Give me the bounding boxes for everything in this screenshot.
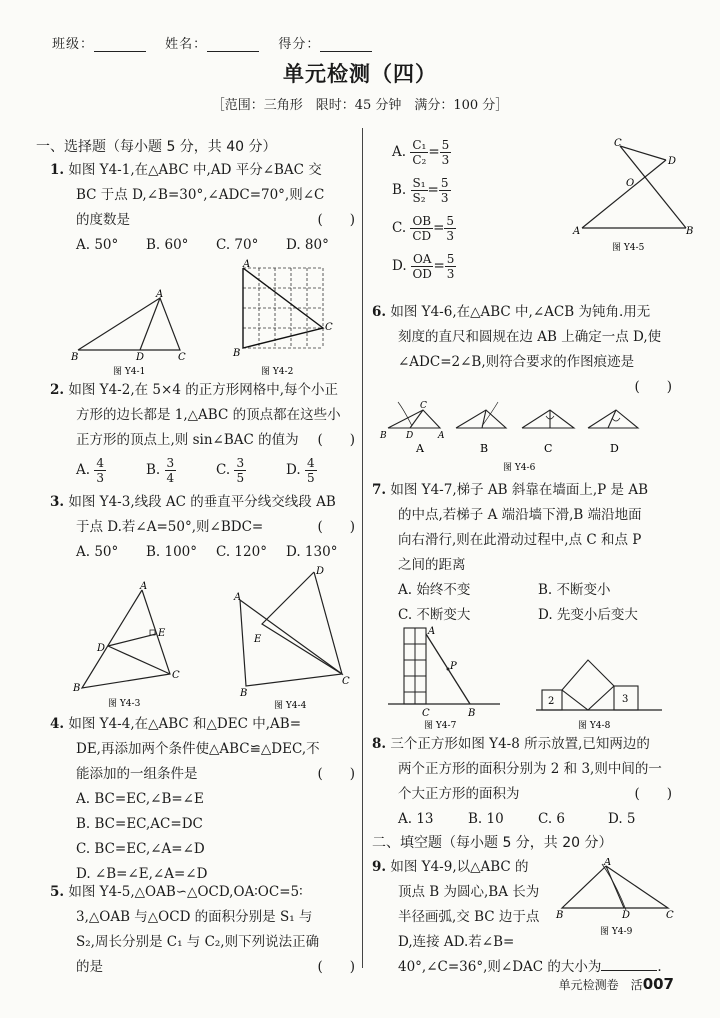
q3-line-2: 于点 D.若∠A=50°,则∠BDC= <box>76 519 264 535</box>
q4-option-c[interactable]: C. BC=EC,∠A=∠D <box>76 841 205 857</box>
q2-b-den: 4 <box>166 471 175 485</box>
q5-line-2: 3,△OAB 与△OCD 的面积分别是 S₁ 与 <box>76 909 313 925</box>
q2-d-frac <box>305 456 317 485</box>
fig6-choice-c[interactable]: C <box>544 442 553 455</box>
q7-option-d[interactable]: D. 先变小后变大 <box>538 607 638 623</box>
fig6-label-d: D <box>406 431 414 441</box>
figure-y4-4 <box>226 562 351 710</box>
q2-d-key: D. <box>286 462 301 478</box>
q5-d-den: OD <box>412 267 432 281</box>
q7-option-a[interactable]: A. 始终不变 <box>398 582 471 598</box>
question-5 <box>50 880 355 980</box>
q9-answer-blank[interactable] <box>601 958 657 971</box>
page-number: 007 <box>642 975 674 993</box>
q7-line-3: 向右滑行,则在此滑动过程中,点 C 和点 P <box>398 532 642 548</box>
q8-option-d[interactable]: D. 5 <box>608 811 636 827</box>
fig7-label-p: P <box>450 661 457 672</box>
fig9-caption: 图 Y4-9 <box>600 927 633 937</box>
q2-line-3: 正方形的顶点上,则 sin∠BAC 的值为 <box>76 432 299 448</box>
q2-c-den: 5 <box>236 471 245 485</box>
q5-a-eq: = <box>428 144 440 160</box>
q3-line-1: 如图 Y4-3,线段 AC 的垂直平分线交线段 AB <box>68 494 336 510</box>
fig6-choice-d[interactable]: D <box>610 442 619 455</box>
figure-y4-7 <box>384 622 504 732</box>
fig6-choice-b[interactable]: B <box>480 442 489 455</box>
fig3-label-e: E <box>158 628 166 639</box>
fig4-label-b: B <box>240 688 248 699</box>
q5-option-c[interactable] <box>392 214 552 252</box>
q5-b-key: B. <box>392 182 407 198</box>
q5-b-frac-right <box>439 176 451 205</box>
q5-d-rnum: 5 <box>446 252 455 266</box>
fig7-label-b: B <box>468 708 476 719</box>
q5-a-frac-left <box>410 138 428 167</box>
q2-c-key: C. <box>216 462 231 478</box>
fig8-caption: 图 Y4-8 <box>578 721 611 731</box>
q5-number: 5. <box>50 884 65 900</box>
name-label: 姓名： <box>165 37 208 52</box>
fig5-label-b: B <box>686 226 694 237</box>
name-blank[interactable] <box>207 39 259 52</box>
fig3-label-d: D <box>97 643 106 654</box>
fig3-label-c: C <box>172 670 180 681</box>
fig4-label-e: E <box>254 634 262 645</box>
question-3 <box>50 490 355 565</box>
q5-d-frac-left <box>411 252 434 281</box>
q6-number: 6. <box>372 304 387 320</box>
q2-c-frac <box>234 456 246 485</box>
fig3-label-b: B <box>73 683 81 694</box>
q2-b-frac <box>165 456 177 485</box>
q5-a-frac-right <box>440 138 452 167</box>
q7-option-b[interactable]: B. 不断变小 <box>538 582 611 598</box>
q5-c-key: C. <box>392 220 407 236</box>
q5-b-frac-left <box>411 176 428 205</box>
q2-b-num: 3 <box>166 456 175 470</box>
q2-d-num: 4 <box>306 456 315 470</box>
fig6-choice-a[interactable]: A <box>416 442 424 455</box>
fig4-label-a: A <box>234 592 242 603</box>
fig7-caption: 图 Y4-7 <box>424 721 457 731</box>
header-fields <box>52 33 386 52</box>
q1-option-b[interactable]: B. 60° <box>146 237 189 253</box>
fig9-label-b: B <box>556 910 564 921</box>
q5-d-eq: = <box>433 258 445 274</box>
fig5-label-d: D <box>668 156 677 167</box>
q2-b-key: B. <box>146 462 161 478</box>
q4-option-a[interactable]: A. BC=EC,∠B=∠E <box>76 791 204 807</box>
q8-line-1: 三个正方形如图 Y4-8 所示放置,已知两边的 <box>390 736 650 752</box>
fig9-label-a: A <box>604 858 612 868</box>
figure-y4-1 <box>68 288 198 378</box>
q1-option-d[interactable]: D. 80° <box>286 237 329 253</box>
fig5-label-a: A <box>573 226 581 237</box>
q5-b-den: S₂ <box>412 191 426 205</box>
q1-answer-paren[interactable]: ( ) <box>317 212 355 228</box>
fig4-caption: 图 Y4-4 <box>274 701 307 710</box>
fig5-caption: 图 Y4-5 <box>612 243 645 253</box>
fig2-label-a: A <box>243 259 251 270</box>
score-label: 得分： <box>278 37 321 52</box>
fig5-label-c: C <box>614 138 622 149</box>
question-1 <box>50 158 355 258</box>
fig8-label-3: 3 <box>622 694 629 705</box>
q5-c-frac-left <box>410 214 433 243</box>
q7-line-4: 之间的距离 <box>398 557 466 573</box>
q2-a-num: 4 <box>96 456 104 470</box>
q5-option-d[interactable] <box>392 252 552 290</box>
q5-b-eq: = <box>427 182 439 198</box>
fig6-caption: 图 Y4-6 <box>503 463 536 473</box>
q4-option-b[interactable]: B. BC=EC,AC=DC <box>76 816 203 832</box>
q1-line-1: 如图 Y4-1,在△ABC 中,AD 平分∠BAC 交 <box>68 162 322 178</box>
q3-option-c[interactable]: C. 120° <box>216 544 267 560</box>
page-footer <box>559 975 674 993</box>
section-1-title: 一、选择题（每小题 5 分，共 40 分） <box>36 139 277 155</box>
q4-line-2: DE,再添加两个条件使△ABC≌△DEC,不 <box>76 741 320 757</box>
figure-y4-2 <box>225 258 345 378</box>
fig8-label-2: 2 <box>548 696 555 707</box>
q2-answer-paren[interactable]: ( ) <box>317 432 355 448</box>
figure-y4-3 <box>70 578 190 708</box>
q2-a-frac <box>94 456 106 485</box>
fig7-label-a: A <box>428 626 436 637</box>
q9-line-1: 如图 Y4-9,以△ABC 的 <box>390 859 529 875</box>
q5-line-3: S₂,周长分别是 C₁ 与 C₂,则下列说法正确 <box>76 934 320 950</box>
fig1-label-c: C <box>178 352 186 363</box>
class-label: 班级： <box>52 37 95 52</box>
question-4 <box>50 712 355 887</box>
q5-a-den: C₂ <box>412 153 427 167</box>
class-blank[interactable] <box>94 39 146 52</box>
fig1-caption: 图 Y4-1 <box>113 367 146 377</box>
fig9-label-d: D <box>622 910 631 921</box>
q5-c-frac-right <box>444 214 456 243</box>
q4-option-d[interactable]: D. ∠B=∠E,∠A=∠D <box>76 866 208 882</box>
question-8 <box>372 732 672 832</box>
q1-line-3: 的度数是 <box>76 212 130 228</box>
fig1-label-b: B <box>71 352 79 363</box>
q9-number: 9. <box>372 859 387 875</box>
q4-line-3: 能添加的一组条件是 <box>76 766 198 782</box>
q5-d-rden: 3 <box>446 267 455 281</box>
q7-line-1: 如图 Y4-7,梯子 AB 斜靠在墙面上,P 是 AB <box>390 482 649 498</box>
q3-number: 3. <box>50 494 65 510</box>
scope-line: ［范围：三角形 限时：45 分钟 满分：100 分］ <box>211 98 509 113</box>
q5-a-rnum: 5 <box>441 138 450 152</box>
fig5-label-o: O <box>626 178 635 189</box>
q5-b-rnum: 5 <box>440 176 449 190</box>
score-blank[interactable] <box>320 39 372 52</box>
q6-answer-paren[interactable]: ( ) <box>634 379 672 395</box>
q2-number: 2. <box>50 382 65 398</box>
q2-a-key: A. <box>76 462 91 478</box>
q5-d-frac-right <box>445 252 457 281</box>
fig3-label-a: A <box>140 581 148 592</box>
q8-option-b[interactable]: B. 10 <box>468 811 504 827</box>
q2-option-d[interactable] <box>286 456 317 485</box>
fig4-label-c: C <box>342 676 350 687</box>
q5-b-rden: 3 <box>440 191 449 205</box>
q2-option-b[interactable] <box>146 456 216 485</box>
q8-option-a[interactable]: A. 13 <box>398 811 434 827</box>
q8-answer-paren[interactable]: ( ) <box>634 786 672 802</box>
q3-option-d[interactable]: D. 130° <box>286 544 338 560</box>
q7-number: 7. <box>372 482 387 498</box>
q4-number: 4. <box>50 716 65 732</box>
fig6-label-a: A <box>438 431 445 441</box>
q2-line-1: 如图 Y4-2,在 5×4 的正方形网格中,每个小正 <box>68 382 338 398</box>
q8-line-2: 两个正方形的面积分别为 2 和 3,则中间的一 <box>398 761 662 777</box>
q5-line-1: 如图 Y4-5,△OAB∽△OCD,OA∶OC=5∶ <box>68 884 303 900</box>
q6-line-1: 如图 Y4-6,在△ABC 中,∠ACB 为钝角.用无 <box>390 304 651 320</box>
q5-option-a[interactable] <box>392 138 552 176</box>
q5-options <box>392 138 552 290</box>
q8-line-3: 个大正方形的面积为 <box>398 786 520 802</box>
q2-c-num: 3 <box>236 456 245 470</box>
q5-d-num: OA <box>412 252 432 266</box>
q9-line-2: 顶点 B 为圆心,BA 长为 <box>398 884 540 900</box>
fig2-label-b: B <box>233 348 241 359</box>
footer-text: 单元检测卷 活 <box>558 978 643 992</box>
q5-answer-paren[interactable]: ( ) <box>317 959 355 975</box>
q5-c-den: CD <box>412 229 432 243</box>
figure-y4-5 <box>568 136 698 256</box>
q2-option-a[interactable] <box>76 456 146 485</box>
q4-answer-paren[interactable]: ( ) <box>317 766 355 782</box>
fig9-label-c: C <box>666 910 674 921</box>
q5-option-b[interactable] <box>392 176 552 214</box>
q1-option-c[interactable]: C. 70° <box>216 237 259 253</box>
fig1-label-d: D <box>136 352 145 363</box>
q9-line-5: 40°,∠C=36°,则∠DAC 的大小为 <box>398 959 602 975</box>
section-2-title: 二、填空题（每小题 5 分，共 20 分） <box>372 835 613 851</box>
fig4-label-d: D <box>316 566 325 577</box>
q2-d-den: 5 <box>306 471 315 485</box>
q5-c-rnum: 5 <box>446 214 455 228</box>
q5-c-num: OB <box>412 214 432 228</box>
q2-option-c[interactable] <box>216 456 286 485</box>
q9-line-3: 半径画弧,交 BC 边于点 <box>398 909 540 925</box>
q8-number: 8. <box>372 736 387 752</box>
q5-d-key: D. <box>392 258 407 274</box>
q9-line-5-end: . <box>657 959 662 975</box>
figure-y4-9 <box>552 858 680 946</box>
q7-line-2: 的中点,若梯子 A 端沿墙下滑,B 端沿地面 <box>398 507 642 523</box>
q5-c-rden: 3 <box>446 229 455 243</box>
column-divider <box>362 128 363 968</box>
fig2-label-c: C <box>325 322 333 333</box>
q5-a-rden: 3 <box>441 153 450 167</box>
q5-b-num: S₁ <box>412 176 426 190</box>
page-title: 单元检测（四） <box>283 62 437 86</box>
figure-y4-6 <box>378 398 668 474</box>
q3-option-a[interactable]: A. 50° <box>76 544 119 560</box>
q4-line-1: 如图 Y4-4,在△ABC 和△DEC 中,AB= <box>68 716 302 732</box>
figure-y4-8 <box>530 650 670 732</box>
q2-a-den: 3 <box>96 471 104 485</box>
q5-a-key: A. <box>392 144 407 160</box>
fig7-label-c: C <box>422 708 430 719</box>
q8-option-c[interactable]: C. 6 <box>538 811 566 827</box>
fig1-label-a: A <box>156 289 164 300</box>
q6-line-2: 刻度的直尺和圆规在边 AB 上确定一点 D,使 <box>398 329 662 345</box>
q5-line-4: 的是 <box>76 959 103 975</box>
q9-line-4: D,连接 AD.若∠B= <box>398 934 515 950</box>
fig6-label-c: C <box>420 401 427 411</box>
fig6-label-b: B <box>380 431 387 441</box>
q6-line-3: ∠ADC=2∠B,则符合要求的作图痕迹是 <box>398 354 635 370</box>
q2-line-2: 方形的边长都是 1,△ABC 的顶点都在这些小 <box>76 407 341 423</box>
fig3-caption: 图 Y4-3 <box>108 699 141 708</box>
q1-number: 1. <box>50 162 65 178</box>
question-2 <box>50 378 355 485</box>
q5-a-num: C₁ <box>412 138 427 152</box>
fig2-caption: 图 Y4-2 <box>261 367 294 377</box>
q7-option-c[interactable]: C. 不断变大 <box>398 607 471 623</box>
question-6 <box>372 300 672 400</box>
q1-line-2: BC 于点 D,∠B=30°,∠ADC=70°,则∠C <box>76 187 325 203</box>
q3-answer-paren[interactable]: ( ) <box>317 519 355 535</box>
question-7 <box>372 478 672 628</box>
q5-c-eq: = <box>433 220 445 236</box>
q1-option-a[interactable]: A. 50° <box>76 237 119 253</box>
q3-option-b[interactable]: B. 100° <box>146 544 198 560</box>
